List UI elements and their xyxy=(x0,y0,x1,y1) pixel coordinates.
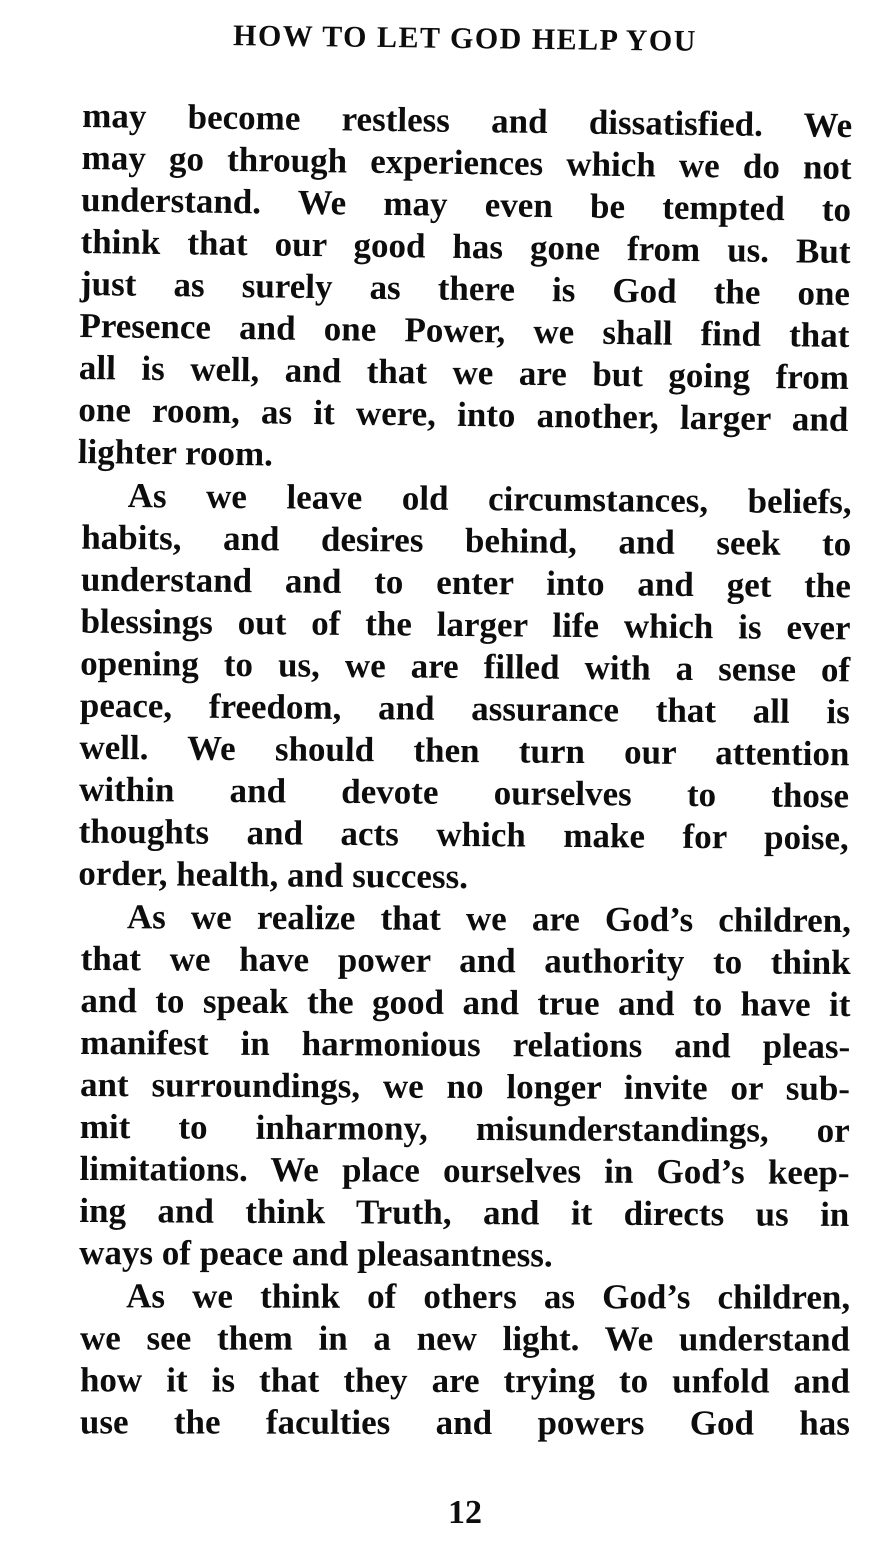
page-number: 12 xyxy=(448,1494,482,1531)
text-line: one room, as it were, into another, larger and xyxy=(78,389,849,440)
text-line: order, health, and success. xyxy=(78,853,469,897)
text-line: understand. We may even be tempted to xyxy=(80,179,852,230)
text-line: Presence and one Power, we shall find that xyxy=(79,305,850,356)
text-line: blessings out of the larger life which is ever xyxy=(80,601,851,648)
text-line: opening to us, we are filled with a sense of xyxy=(80,643,851,690)
text-line: we see them in a new light. We understand xyxy=(80,1318,851,1359)
text-line: ways of peace and pleasantness. xyxy=(79,1232,553,1275)
running-header: HOW TO LET GOD HELP YOU xyxy=(232,19,698,58)
text-line: ant surroundings, we no longer invite or sub- xyxy=(79,1064,851,1109)
text-line: As we think of others as God’s children, xyxy=(126,1276,851,1317)
text-block xyxy=(77,95,853,1444)
text-line: understand and to enter into and get the xyxy=(80,559,852,606)
text-line: may become restless and dissatisfied. We xyxy=(81,95,853,146)
text-line: habits, and desires behind, and seek to xyxy=(81,517,852,564)
text-line: and to speak the good and true and to have it xyxy=(80,980,851,1025)
text-line: well. We should then turn our attention xyxy=(79,727,850,774)
text-line: how it is that they are trying to unfold and xyxy=(79,1360,850,1401)
text-line: mit to inharmony, misunderstandings, or xyxy=(79,1106,850,1151)
text-line: As we realize that we are God’s children, xyxy=(126,897,851,941)
text-line: peace, freedom, and assurance that all is xyxy=(79,685,850,732)
paragraph xyxy=(80,1275,850,1444)
text-line: all is well, and that we are but going from xyxy=(78,347,850,398)
text-line: thoughts and acts which make for poise, xyxy=(78,811,849,858)
paragraph xyxy=(79,896,851,1278)
text-line: manifest in harmonious relations and pleas- xyxy=(80,1022,851,1067)
text-line: may go through experiences which we do not xyxy=(81,137,852,188)
text-line: just as surely as there is God the one xyxy=(79,263,851,314)
text-line: lighter room. xyxy=(77,431,274,474)
text-line: that we have power and authority to think xyxy=(80,938,851,983)
text-line: use the faculties and powers God has xyxy=(79,1402,850,1443)
text-line: As we leave old circumstances, beliefs, xyxy=(127,476,852,522)
paragraph xyxy=(78,475,852,902)
text-line: ing and think Truth, and it directs us in xyxy=(79,1190,850,1235)
text-line: think that our good has gone from us. But xyxy=(80,221,851,272)
text-line: limitations. We place ourselves in God’s keep- xyxy=(79,1148,850,1193)
paragraph xyxy=(78,95,853,483)
text-line: within and devote ourselves to those xyxy=(78,769,850,816)
